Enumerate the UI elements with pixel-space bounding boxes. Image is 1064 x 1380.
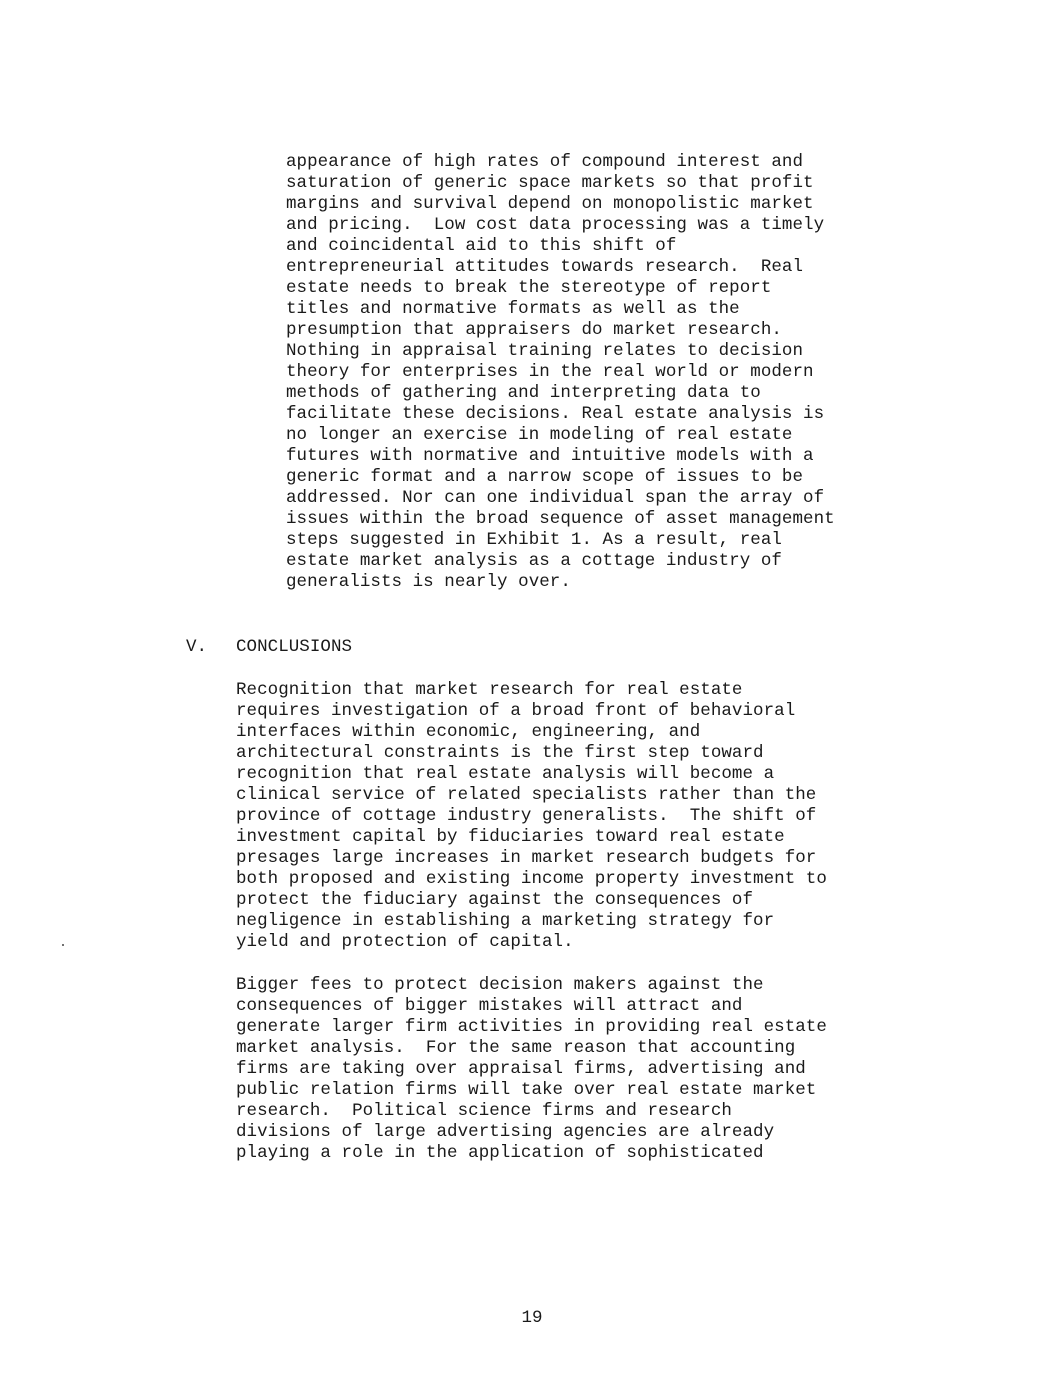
scan-speck <box>62 944 64 946</box>
section-number: V. <box>186 637 208 657</box>
section-heading: CONCLUSIONS <box>236 637 353 657</box>
conclusions-paragraph-1: Recognition that market research for real estate requires investigation of a broad front of behavioral interfaces within economic, engineering, and architectural constraints is the first step toward recognition that real estate analysis will become a clinical service of related specialists rather than the province of cottage industry generalists. The shift of investment capital by fiduciaries toward real estate presages large increases in market research budgets for both proposed and existing income property investment to protect the fiduciary against the consequences of negligence in establishing a marketing strategy for yield and protection of capital. <box>236 680 827 952</box>
continued-paragraph: appearance of high rates of compound interest and saturation of generic space markets so that profit margins and survival depend on monopolistic market and pricing. Low cost data processing was a timely and coincidental aid to this shift of entrepreneurial attitudes towards research. Real estate needs to break the stereotype of report titles and normative formats as well as the presumption that appraisers do market research. Nothing in appraisal training relates to decision theory for enterprises in the real world or modern methods of gathering and interpreting data to facilitate these decisions. Real estate analysis is no longer an exercise in modeling of real estate futures with normative and intuitive models with a generic format and a narrow scope of issues to be addressed. Nor can one individual span the array of issues within the broad sequence of asset management steps suggested in Exhibit 1. As a result, real estate market analysis as a cottage industry of generalists is nearly over. <box>286 152 835 592</box>
conclusions-paragraph-2: Bigger fees to protect decision makers against the consequences of bigger mistakes will attract and generate larger firm activities in providing real estate market analysis. For the same reason that accounting firms are taking over appraisal firms, advertising and public relation firms will take over real estate market research. Political science firms and research divisions of large advertising agencies are already playing a role in the application of sophisticated <box>236 975 827 1163</box>
page-number: 19 <box>521 1308 543 1328</box>
